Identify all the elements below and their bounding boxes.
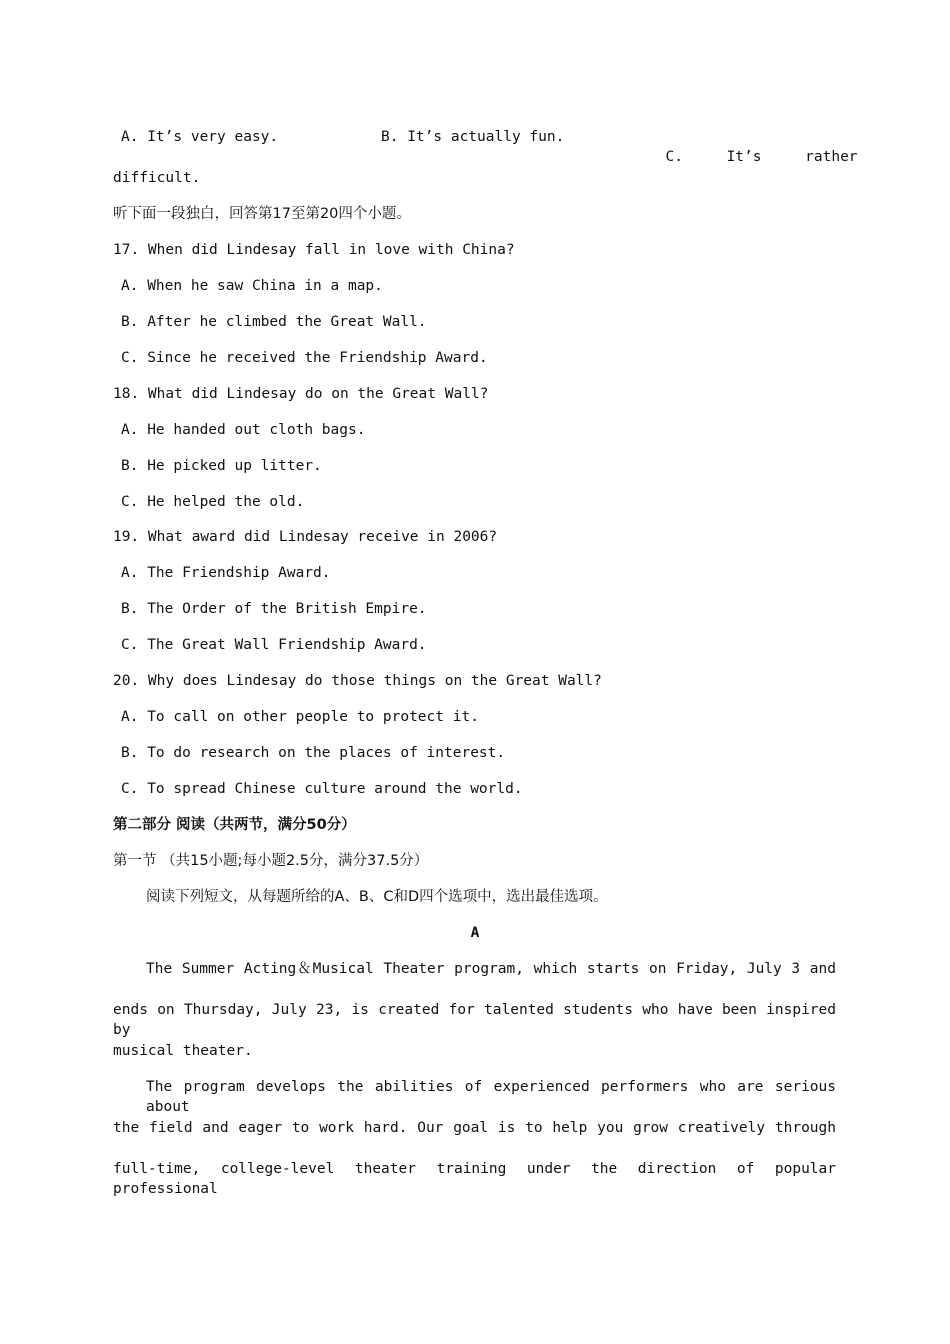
passage-line: The program develops the abilities of experienced performers who are serious about xyxy=(146,1079,836,1115)
question-19-option-a: A. The Friendship Award. xyxy=(121,565,331,581)
question-17-option-c: C. Since he received the Friendship Award. xyxy=(121,350,488,366)
section-1-heading: 第一节 （共15小题;每小题2.5分，满分37.5分） xyxy=(113,853,429,869)
question-18-option-c: C. He helped the old. xyxy=(121,494,305,510)
question-19-option-b: B. The Order of the British Empire. xyxy=(121,601,427,617)
q16-option-b: B. It’s actually fun. xyxy=(381,129,565,145)
question-20-option-c: C. To spread Chinese culture around the world. xyxy=(121,781,523,797)
passage-line: musical theater. xyxy=(113,1043,253,1059)
monologue-instruction: 听下面一段独白，回答第17至第20四个小题。 xyxy=(113,206,411,222)
question-17-option-b: B. After he climbed the Great Wall. xyxy=(121,314,427,330)
question-18-stem: 18. What did Lindesay do on the Great Wall? xyxy=(113,386,489,402)
question-20-option-a: A. To call on other people to protect it. xyxy=(121,709,479,725)
q16-option-c-continuation: difficult. xyxy=(113,170,201,186)
question-18-option-b: B. He picked up litter. xyxy=(121,458,322,474)
question-17-option-a: A. When he saw China in a map. xyxy=(121,278,383,294)
q16-option-a: A. It’s very easy. xyxy=(121,129,279,145)
passage-label: A xyxy=(470,925,480,941)
part-2-heading: 第二部分 阅读（共两节，满分50分） xyxy=(113,817,356,833)
question-18-option-a: A. He handed out cloth bags. xyxy=(121,422,366,438)
passage-line: The Summer Acting＆Musical Theater program, which starts on Friday, July 3 and xyxy=(146,961,836,977)
question-20-option-b: B. To do research on the places of interest. xyxy=(121,745,506,761)
passage-line: ends on Thursday, July 23, is created for talented students who have been inspired by xyxy=(113,1002,836,1038)
passage-line: full-time, college-level theater training under the direction of popular professional xyxy=(113,1161,836,1197)
question-20-stem: 20. Why does Lindesay do those things on the Great Wall? xyxy=(113,673,602,689)
q16-option-c-text: C. It’s rather xyxy=(665,149,858,165)
q16-option-c xyxy=(648,127,858,167)
passage-line: the field and eager to work hard. Our goal is to help you grow creatively through xyxy=(113,1120,836,1136)
question-19-stem: 19. What award did Lindesay receive in 2006? xyxy=(113,529,498,545)
question-17-stem: 17. When did Lindesay fall in love with China? xyxy=(113,242,515,258)
reading-instruction: 阅读下列短文，从每题所给的A、B、C和D四个选项中，选出最佳选项。 xyxy=(146,889,608,905)
question-19-option-c: C. The Great Wall Friendship Award. xyxy=(121,637,427,653)
